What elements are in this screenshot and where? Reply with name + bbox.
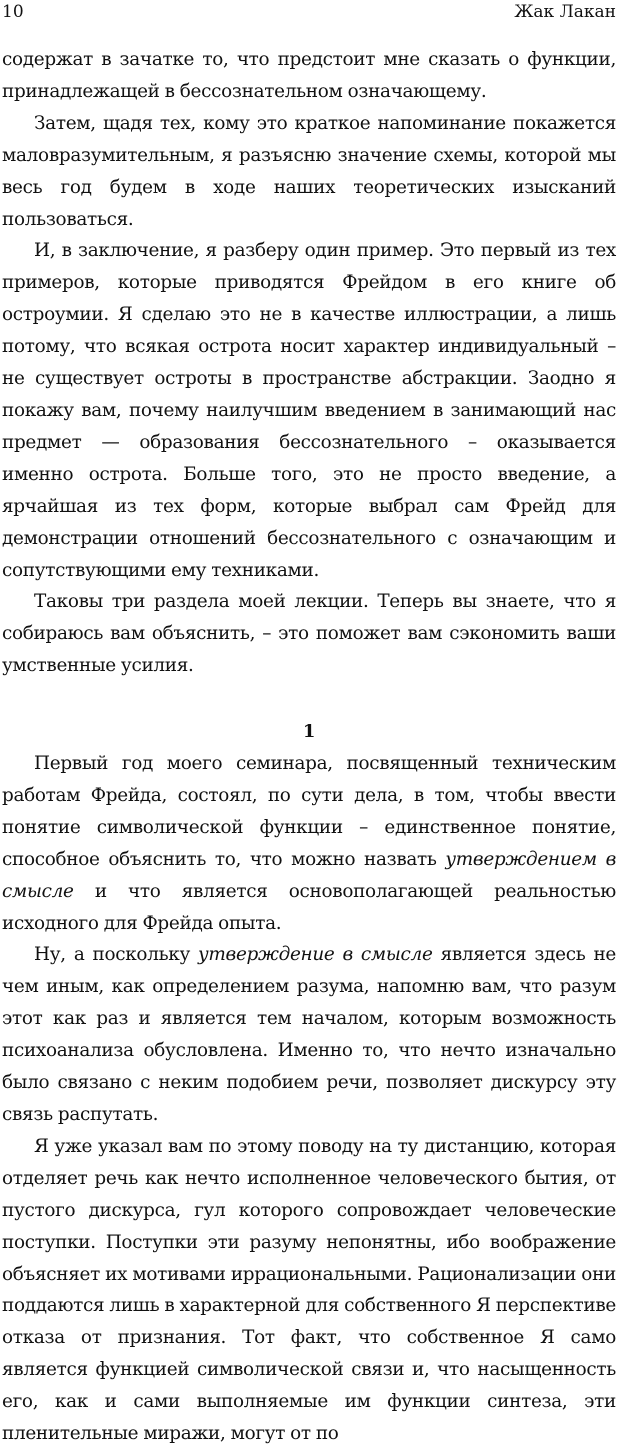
paragraph: Затем, щадя тех, кому это краткое напоминание покажется маловразумительным, я разъясню значение схемы, которой мы весь год будем в ходе наших теоретических изысканий пользоваться. xyxy=(2,112,616,230)
text-run: Я уже указал вам по этому поводу на ту дистанцию, которая отделяет речь как нечто исполненное человеческого бытия, от пустого дискурса, гул которого сопровождает человеческие поступки. Поступки эти разуму непонятны, ибо воображение объясняет их мотивами иррациональными. Рационализации они поддаются лишь в характерной для собственного Я перспективе отказа от признания. Тот факт, что собственное Я само является функцией символической связи и, что насыщенность его, как и сами выполняемые им функции синтеза, эти пленительные миражи, могут от по xyxy=(2,1135,616,1445)
paragraph: Таковы три раздела моей лекции. Теперь вы знаете, что я собираюсь вам объяснить, – это поможет вам сэкономить ваши умственные усилия. xyxy=(2,591,616,677)
body-text xyxy=(2,44,616,1450)
text-run: является здесь не чем иным, как определением разума, напомню вам, что разум этот как раз и является тем началом, которым возможность психоанализа обусловлена. Именно то, что нечто изначально было связано с неким подобием речи, позволяет дискурсу эту связь распутать. xyxy=(2,944,616,1125)
paragraph xyxy=(2,1131,616,1450)
running-head-author: Жак Лакан xyxy=(514,2,616,22)
running-head xyxy=(2,2,616,24)
paragraph xyxy=(2,939,616,1130)
paragraph: содержат в зачатке то, что предстоит мне сказать о функции, принадлежащей в бессознательном означающему. xyxy=(2,49,616,102)
paragraph: И, в заключение, я разберу один пример. Это первый из тех примеров, которые приводятся Фрейдом в его книге об остроумии. Я сделаю это не в качестве иллюстрации, а лишь потому, что всякая острота носит характер индивидуальный – не существует остроты в пространстве абстракции. Заодно я покажу вам, почему наилучшим введением в занимающий нас предмет — образования бессознательного – оказывается именно острота. Больше того, это не просто введение, а ярчайшая из тех форм, которые выбрал сам Фрейд для демонстрации отношений бессознательного с означающим и сопутствующими ему техниками. xyxy=(2,240,616,581)
text-run: Первый год моего семинара, посвященный техническим работам Фрейда, состоял, по сути дела, в том, чтобы ввести понятие символической функции – единственное понятие, способное объяснить то, что можно назвать xyxy=(2,753,616,870)
text-run: Ну, а поскольку xyxy=(34,944,199,966)
emphasis-text: утверждением в смысле xyxy=(2,848,616,902)
text-run: и что является основополагающей реальностью исходного для Фрейда опыта. xyxy=(2,880,616,934)
section-number: 1 xyxy=(302,721,316,743)
emphasis-text: утверждение в смысле xyxy=(198,944,433,966)
paragraph xyxy=(2,748,616,939)
page-number: 10 xyxy=(2,2,24,22)
